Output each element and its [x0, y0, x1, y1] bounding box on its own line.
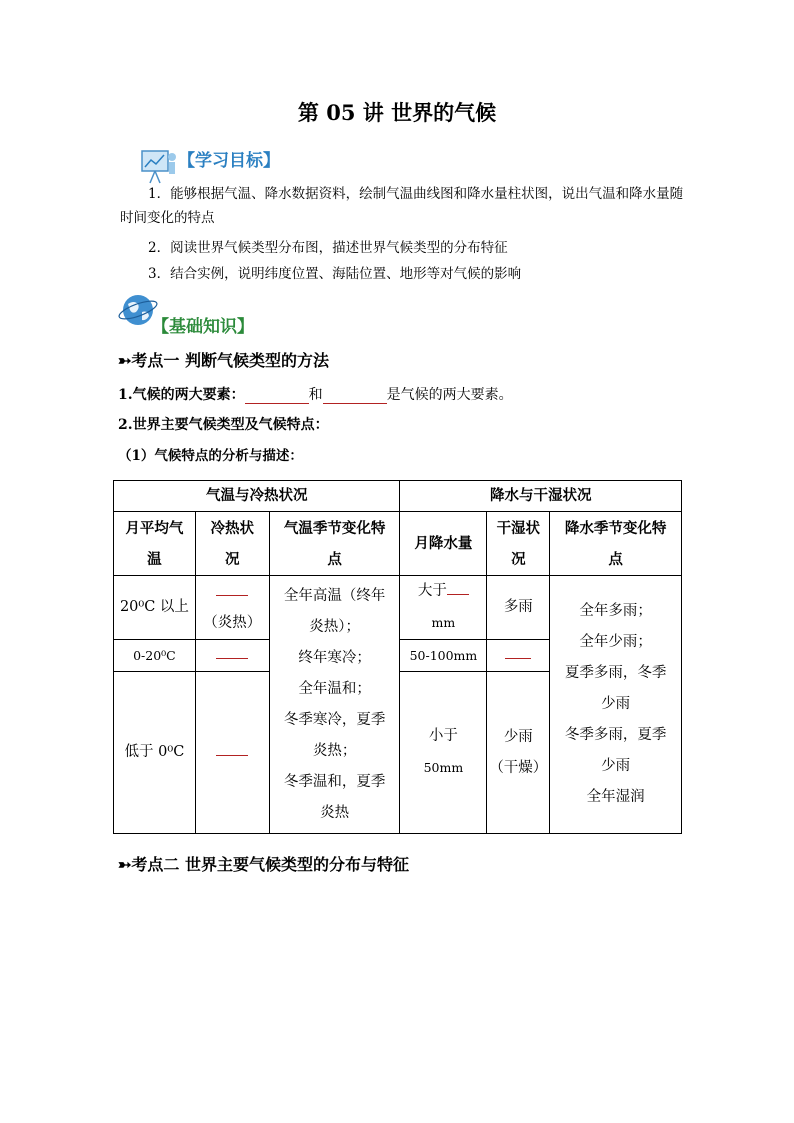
answer-blank-2[interactable] — [323, 402, 387, 404]
header-avg-temp: 月平均气 温 — [114, 512, 196, 576]
goal-item-2: 2．阅读世界气候类型分布图，描述世界气候类型的分布特征 — [148, 240, 508, 256]
key-point-1: ➳考点一 判断气候类型的方法 — [118, 351, 329, 370]
question-1: 1.气候的两大要素： 和 是气候的两大要素。 — [118, 387, 513, 403]
header-temp-season: 气温季节变化特 点 — [269, 512, 400, 576]
cell-rain-50-100: 50-100mm — [400, 640, 487, 672]
key-point-2: ➳考点二 世界主要气候类型的分布与特征 — [118, 855, 409, 874]
cell-mild — [195, 640, 269, 672]
answer-blank-mild[interactable] — [216, 646, 248, 659]
cell-temp-below-0: 低于 0⁰C — [114, 672, 196, 834]
arrow-icon: ➳ — [118, 351, 132, 370]
cell-cold — [195, 672, 269, 834]
answer-blank-cold[interactable] — [216, 743, 248, 756]
cell-temp-0-20: 0-20⁰C — [114, 640, 196, 672]
basics-label: 【基础知识】 — [152, 317, 254, 337]
cell-temp-above-20: 20⁰C 以上 — [114, 576, 196, 640]
cell-rain-above: 大于 mm — [400, 576, 487, 640]
answer-blank-rain[interactable] — [447, 582, 469, 595]
header-dry-wet: 干湿状 况 — [487, 512, 550, 576]
question-2: 2.世界主要气候类型及气候特点： — [118, 417, 329, 433]
cell-hot: （炎热） — [195, 576, 269, 640]
header-rain-group: 降水与干湿状况 — [400, 481, 682, 512]
presentation-board-icon — [136, 145, 180, 185]
question-2-1: （1）气候特点的分析与描述： — [118, 448, 303, 464]
goal-item-3: 3．结合实例，说明纬度位置、海陆位置、地形等对气候的影响 — [148, 266, 522, 282]
header-temp-group: 气温与冷热状况 — [114, 481, 400, 512]
answer-blank-hot[interactable] — [216, 583, 248, 596]
header-rain-season: 降水季节变化特 点 — [550, 512, 682, 576]
climate-table — [113, 480, 682, 834]
cell-dry: 少雨 （干燥） — [487, 672, 550, 834]
arrow-icon: ➳ — [118, 855, 132, 874]
cell-temp-season-list: 全年高温（终年 炎热）； 终年寒冷； 全年温和； 冬季寒冷，夏季 炎热； 冬季温和，夏季 炎热 — [269, 576, 400, 834]
answer-blank-moist[interactable] — [505, 646, 531, 659]
answer-blank-1[interactable] — [245, 402, 309, 404]
header-cold-hot: 冷热状 况 — [195, 512, 269, 576]
cell-wet: 多雨 — [487, 576, 550, 640]
header-monthly-rain: 月降水量 — [400, 512, 487, 576]
goals-label: 【学习目标】 — [178, 151, 280, 171]
cell-rain-season-list: 全年多雨； 全年少雨； 夏季多雨，冬季 少雨 冬季多雨，夏季 少雨 全年湿润 — [550, 576, 682, 834]
goal-item-1: 1．能够根据气温、降水数据资料，绘制气温曲线图和降水量柱状图，说出气温和降水量随时间变化的特点 — [120, 186, 684, 226]
cell-rain-below-50: 小于 50mm — [400, 672, 487, 834]
page-title: 第 05 讲 世界的气候 — [297, 100, 497, 125]
cell-moist — [487, 640, 550, 672]
